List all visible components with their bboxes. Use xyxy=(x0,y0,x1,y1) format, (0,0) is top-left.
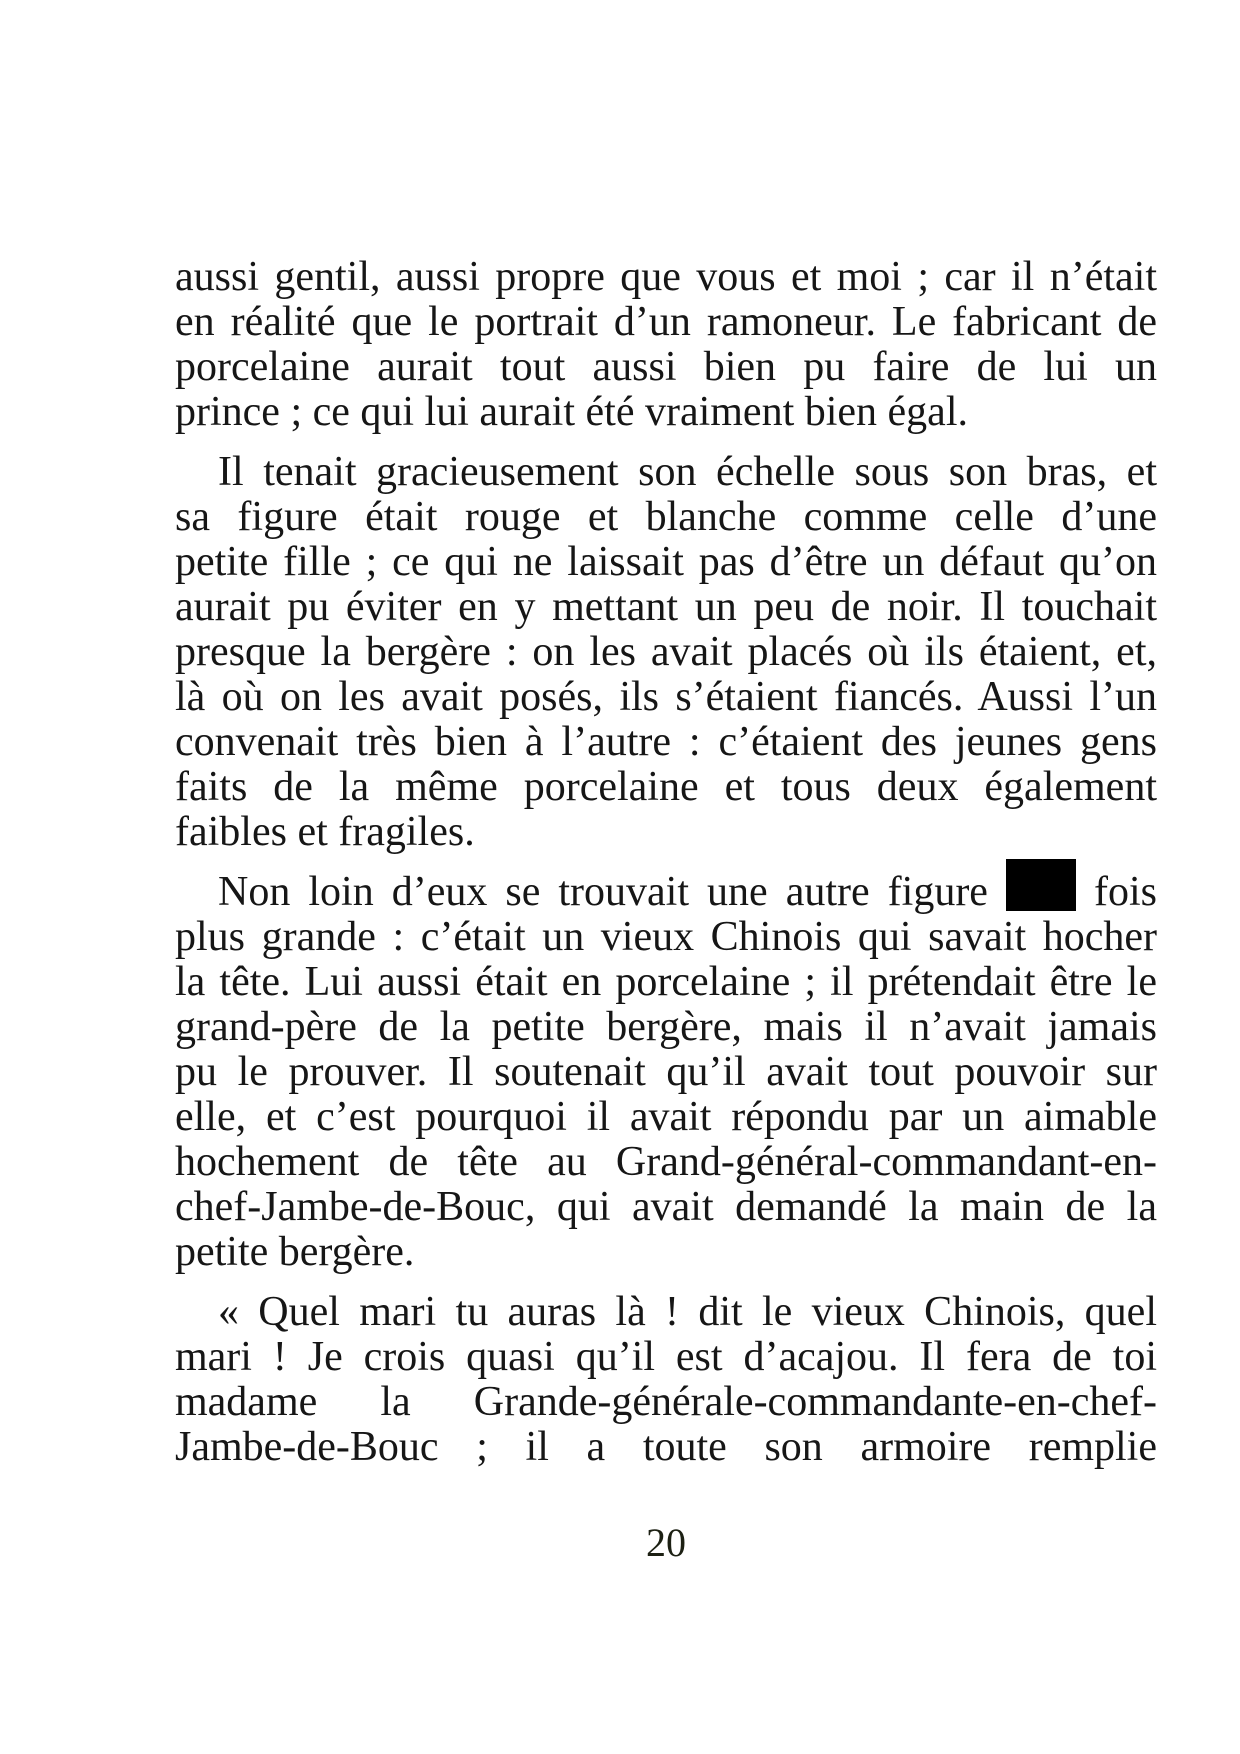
text-segment: Non loin d’eux se trouvait une autre figure xyxy=(218,869,988,915)
text-line xyxy=(175,870,1157,915)
text-line: mari ! Je crois quasi qu’il est d’acajou. Il fera de toi xyxy=(175,1334,1157,1380)
text-line: chef-Jambe-de-Bouc, qui avait demandé la main de la xyxy=(175,1184,1157,1230)
text-line: petite fille ; ce qui ne laissait pas d’être un défaut qu’on xyxy=(175,539,1157,585)
text-line: faibles et fragiles. xyxy=(175,809,475,855)
paragraph xyxy=(175,1290,1157,1470)
text-line: elle, et c’est pourquoi il avait répondu par un aimable xyxy=(175,1094,1157,1140)
text-line: en réalité que le portrait d’un ramoneur. Le fabricant de xyxy=(175,299,1157,345)
redaction-box xyxy=(1006,875,1076,905)
paragraph xyxy=(175,255,1157,435)
text-line: madame la Grande-générale-commandante-en-chef- xyxy=(175,1379,1157,1425)
text-line: convenait très bien à l’autre : c’étaient des jeunes gens xyxy=(175,719,1157,765)
page-number: 20 xyxy=(646,1520,686,1565)
text-line: Jambe-de-Bouc ; il a toute son armoire remplie xyxy=(175,1424,1157,1470)
text-line: grand-père de la petite bergère, mais il n’avait jamais xyxy=(175,1004,1157,1050)
text-line: presque la bergère : on les avait placés où ils étaient, et, xyxy=(175,629,1157,675)
text-line: Il tenait gracieusement son échelle sous son bras, et xyxy=(218,449,1157,495)
text-line: pu le prouver. Il soutenait qu’il avait tout pouvoir sur xyxy=(175,1049,1157,1095)
text-line: là où on les avait posés, ils s’étaient fiancés. Aussi l’un xyxy=(175,674,1157,720)
text-line: la tête. Lui aussi était en porcelaine ; il prétendait être le xyxy=(175,959,1157,1005)
text-line: « Quel mari tu auras là ! dit le vieux Chinois, quel xyxy=(218,1289,1157,1335)
text-segment: fois xyxy=(1094,869,1158,915)
text-line: sa figure était rouge et blanche comme celle d’une xyxy=(175,494,1157,540)
text-line: aussi gentil, aussi propre que vous et moi ; car il n’était xyxy=(175,254,1157,300)
paragraph xyxy=(175,450,1157,855)
text-line: plus grande : c’était un vieux Chinois qui savait hocher xyxy=(175,914,1157,960)
text-line: prince ; ce qui lui aurait été vraiment bien égal. xyxy=(175,389,968,435)
text-line: petite bergère. xyxy=(175,1229,415,1275)
text-line: porcelaine aurait tout aussi bien pu faire de lui un xyxy=(175,344,1157,390)
text-block xyxy=(175,255,1157,1485)
text-line: hochement de tête au Grand-général-commandant-en- xyxy=(175,1139,1157,1185)
paragraph xyxy=(175,870,1157,1275)
text-line: faits de la même porcelaine et tous deux également xyxy=(175,764,1157,810)
text-line: aurait pu éviter en y mettant un peu de noir. Il touchait xyxy=(175,584,1157,630)
